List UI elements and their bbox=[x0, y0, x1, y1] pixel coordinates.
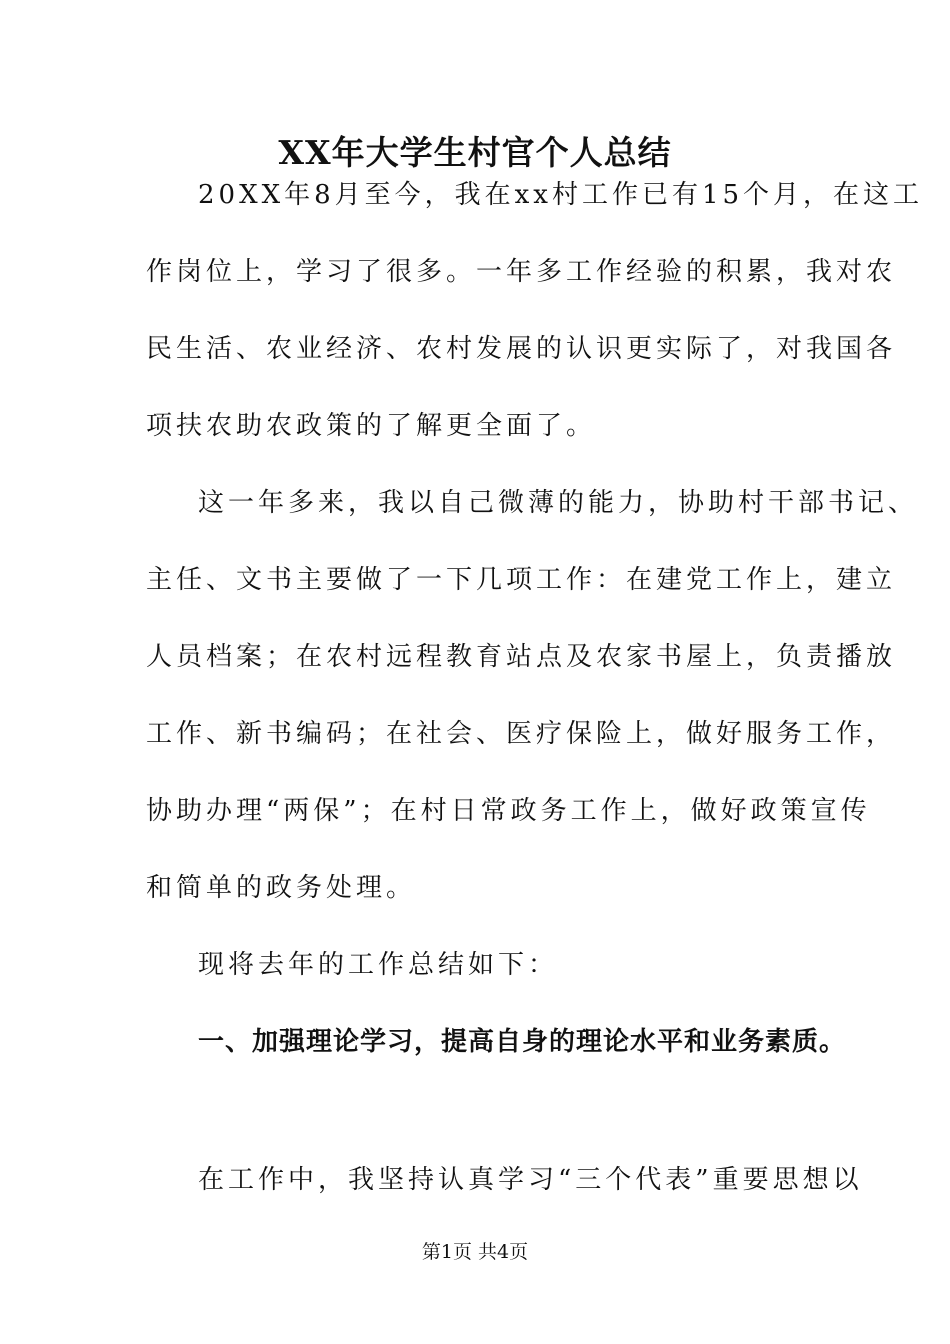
paragraph-line: 民生活、农业经济、农村发展的认识更实际了，对我国各 bbox=[146, 334, 897, 364]
paragraph-line: 项扶农助农政策的了解更全面了。 bbox=[146, 411, 597, 441]
paragraph-line: 作岗位上，学习了很多。一年多工作经验的积累，我对农 bbox=[146, 257, 897, 287]
section-heading: 一、加强理论学习，提高自身的理论水平和业务素质。 bbox=[198, 1027, 847, 1057]
paragraph-line: 人员档案；在农村远程教育站点及农家书屋上，负责播放 bbox=[146, 642, 897, 672]
document-body bbox=[146, 176, 924, 1238]
paragraph-line: 协助办理“两保”；在村日常政务工作上，做好政策宣传 bbox=[146, 796, 871, 826]
page-footer: 第1页 共4页 bbox=[421, 1241, 529, 1263]
paragraph-line: 这一年多来，我以自己微薄的能力，协助村干部书记、 bbox=[198, 488, 919, 518]
paragraph-line: 工作、新书编码；在社会、医疗保险上，做好服务工作， bbox=[146, 719, 897, 749]
paragraph-line: 在工作中，我坚持认真学习“三个代表”重要思想以 bbox=[198, 1165, 863, 1195]
document-title: XX年大学生村官个人总结 bbox=[278, 133, 672, 172]
paragraph-line: 20XX年8月至今，我在xx村工作已有15个月，在这工 bbox=[198, 180, 924, 210]
paragraph-line: 现将去年的工作总结如下： bbox=[198, 950, 559, 980]
paragraph-line: 主任、文书主要做了一下几项工作：在建党工作上，建立 bbox=[146, 565, 897, 595]
paragraph-line: 和简单的政务处理。 bbox=[146, 873, 417, 903]
